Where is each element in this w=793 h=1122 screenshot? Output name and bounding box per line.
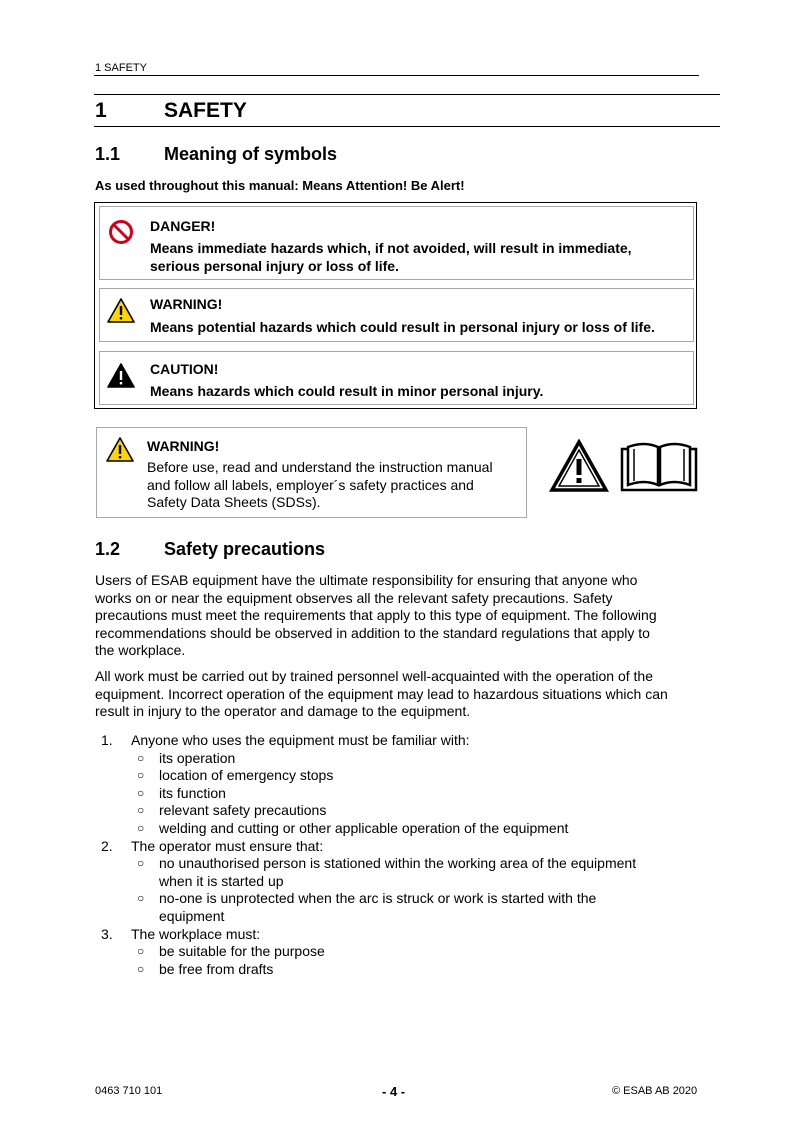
paragraph: All work must be carried out by trained personnel well-acquainted with the operation of the equipment. Incorrect operation of the equipment may lead to hazardous situations which can result in injury to the operator and damage to the equipment.: [95, 668, 668, 720]
sub-list-item: ○ no-one is unprotected when the arc is struck or work is started with the equipment: [137, 890, 597, 924]
running-header: 1 SAFETY: [95, 62, 147, 74]
caution-description: Means hazards which could result in minor personal injury.: [150, 383, 544, 399]
bullet-icon: ○: [137, 768, 145, 783]
bullet-icon: ○: [137, 944, 145, 959]
sub-list-item: ○ location of emergency stops: [137, 767, 334, 784]
footer-page-number: - 4 -: [382, 1084, 406, 1099]
danger-title: DANGER!: [150, 218, 216, 234]
bullet-icon: ○: [137, 891, 145, 906]
warning-yellow-triangle-icon: [106, 297, 136, 324]
danger-description: Means immediate hazards which, if not avoided, will result in immediate, serious personal injury or loss of life.: [150, 240, 632, 274]
bullet-icon: ○: [137, 750, 145, 765]
read-manual-book-icon: [620, 439, 698, 493]
sub-list-item: ○ its function: [137, 784, 226, 801]
sub-list-item: ○ be suitable for the purpose: [137, 943, 325, 960]
bullet-icon: ○: [137, 820, 145, 835]
section-title: Meaning of symbols: [164, 144, 338, 164]
precautions-list: [95, 732, 700, 978]
warning-yellow-triangle-icon: [105, 436, 135, 463]
chapter-number: 1: [95, 99, 107, 122]
paragraph: Users of ESAB equipment have the ultimate responsibility for ensuring that anyone who works on or near the equipment observes all the relevant safety precautions. Safety precautions must meet the requirements that apply to this type of equipment. The following recommendations should be observed in addition to the standard regulations that apply to the workplace.: [95, 572, 657, 659]
caution-black-triangle-icon: [106, 362, 136, 389]
section-title: Safety precautions: [164, 539, 326, 559]
bullet-icon: ○: [137, 961, 145, 976]
bullet-icon: ○: [137, 856, 145, 871]
chapter-bottom-rule: [94, 126, 720, 127]
sub-list-item: ○ be free from drafts: [137, 960, 274, 977]
footer-copyright: © ESAB AB 2020: [612, 1085, 698, 1097]
section-number: 1.2: [95, 539, 121, 559]
read-manual-warning-title: WARNING!: [147, 438, 220, 454]
symbols-intro: As used throughout this manual: Means Attention! Be Alert!: [95, 178, 465, 193]
read-manual-warning-text: Before use, read and understand the instruction manual and follow all labels, employer´s safety practices and Safety Data Sheets (SDSs).: [147, 459, 493, 510]
list-item: 2. The operator must ensure that:: [101, 837, 324, 854]
caution-title: CAUTION!: [150, 361, 219, 377]
list-item: 1. Anyone who uses the equipment must be familiar with:: [101, 732, 470, 748]
chapter-title: SAFETY: [164, 99, 247, 122]
read-manual-warning-box: [96, 427, 527, 518]
danger-box: [99, 206, 694, 280]
symbols-frame: [94, 202, 697, 409]
warning-title: WARNING!: [150, 296, 223, 312]
caution-box: [99, 351, 694, 405]
section-number: 1.1: [95, 144, 121, 164]
footer-doc-number: 0463 710 101: [95, 1085, 163, 1097]
header-rule: [94, 75, 699, 76]
bullet-icon: ○: [137, 803, 145, 818]
list-item: 3. The workplace must:: [101, 925, 261, 942]
warning-outline-triangle-icon: [549, 439, 609, 493]
warning-box: [99, 288, 694, 342]
bullet-icon: ○: [137, 785, 145, 800]
sub-list-item: ○ no unauthorised person is stationed within the working area of the equipment when it is started up: [137, 855, 637, 889]
sub-list-item: ○ welding and cutting or other applicable operation of the equipment: [137, 819, 569, 836]
warning-description: Means potential hazards which could result in personal injury or loss of life.: [150, 319, 655, 335]
chapter-top-rule: [94, 94, 720, 95]
sub-list-item: ○ relevant safety precautions: [137, 802, 327, 819]
no-entry-icon: [108, 219, 134, 245]
sub-list-item: ○ its operation: [137, 749, 236, 766]
